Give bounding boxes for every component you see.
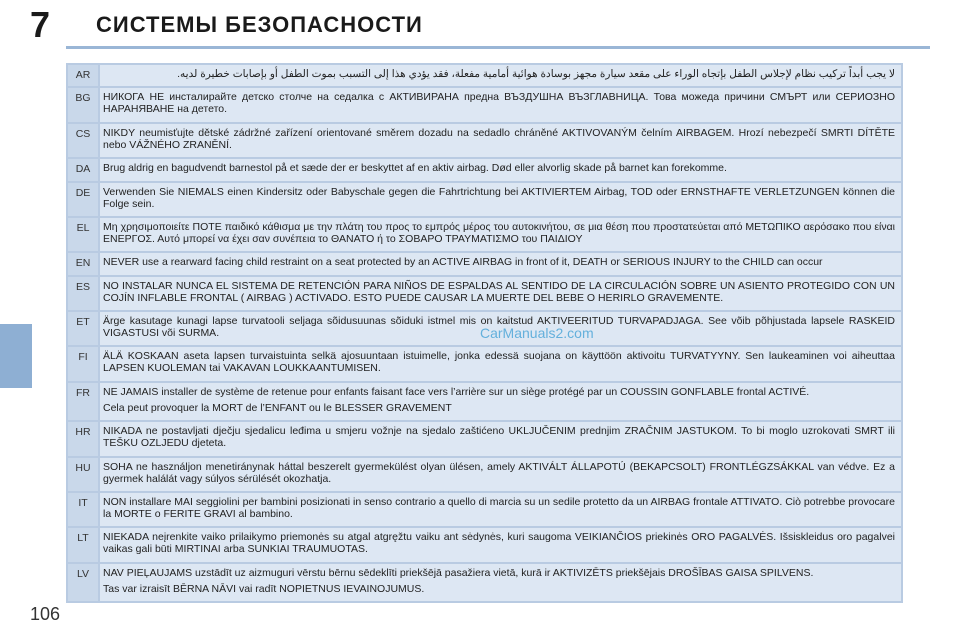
- warning-row-fr: [68, 383, 901, 420]
- language-code: FR: [68, 383, 98, 420]
- warning-text: لا يجب أبداً تركيب نظام لإجلاس الطفل بإتجاه الوراء على مقعد سيارة مجهز بوسادة هوائية أمامية مفعلة، فقد يؤدي هذا إلى التسبب بموت الطفل أو بإصابات خطيرة لديه.: [100, 65, 901, 86]
- warning-text: НИКОГА НЕ инсталирайте детско столче на седалка с АКТИВИРАНА предна ВЪЗДУШНА ВЪЗГЛАВНИЦА. Това можеда причини СМЪРТ или СЕРИОЗНО НАРАНЯВАНЕ на детето.: [100, 88, 901, 121]
- warning-row-hr: [68, 422, 901, 455]
- language-code: HU: [68, 458, 98, 491]
- chapter-title: СИСТЕМЫ БЕЗОПАСНОСТИ: [96, 12, 423, 37]
- language-code: LV: [68, 564, 98, 601]
- language-code: LT: [68, 528, 98, 561]
- language-code: FI: [68, 347, 98, 380]
- language-code: IT: [68, 493, 98, 526]
- warning-text: NON installare MAI seggiolini per bambini posizionati in senso contrario a quello di marcia su un sedile protetto da un AIRBAG frontale ATTIVATO. Ciò potrebbe provocare la MORTE o FERITE GRAVI al bambino.: [100, 493, 901, 526]
- warning-text: Μη χρησιμοποιείτε ΠΟΤΕ παιδικό κάθισμα με την πλάτη του προς το εμπρός μέρος του αυτοκινήτου, σε μια θέση που προστατεύεται από ΜΕΤΩΠΙΚΟ αερόσακο που είναι ΕΝΕΡΓΟΣ. Αυτό μπορεί να έχει σαν συνέπεια το ΘΑΝΑΤΟ ή το ΣΟΒΑΡΟ ΤΡΑΥΜΑΤΙΣΜΟ του ΠΑΙΔΙΟΥ: [100, 218, 901, 251]
- warning-text-line2: Cela peut provoquer la MORT de l’ENFANT ou le BLESSER GRAVEMENT: [103, 401, 452, 414]
- warning-text: NIEKADA neįrenkite vaiko prilaikymo priemonės su atgal atgręžtu vaiku ant sėdynės, kuri saugoma VEIKIANČIOS priekinės ORO PAGALVĖS. Išsiskleidus oro pagalvei vaikas gali būti MIRTINAI arba SUNKIAI TRAUMUOTAS.: [100, 528, 901, 561]
- chapter-side-tab: [0, 324, 32, 388]
- warning-row-lv: [68, 564, 901, 601]
- warning-text-line2: Tas var izraisīt BĒRNA NĀVI vai radīt NOPIETNUS IEVAINOJUMUS.: [103, 582, 425, 595]
- page-number: 106: [30, 604, 61, 624]
- warning-text: NIKADA ne postavljati dječju sjedalicu leđima u smjeru vožnje na sjedalo zaštićeno UKLJUČENIM prednjim ZRAČNIM JASTUKOM. To bi moglo uzrokovati SMRT ili TEŠKU OZLJEDU djeteta.: [100, 422, 901, 455]
- language-code: AR: [68, 65, 98, 86]
- language-code: DA: [68, 159, 98, 180]
- warning-row-en: [68, 253, 901, 274]
- warning-row-fi: [68, 347, 901, 380]
- language-code: CS: [68, 124, 98, 157]
- warning-text: [100, 383, 901, 420]
- language-code: BG: [68, 88, 98, 121]
- header-rule: [66, 46, 930, 49]
- warning-row-da: [68, 159, 901, 180]
- chapter-number: 7: [30, 4, 51, 45]
- warning-row-cs: [68, 124, 901, 157]
- language-code: DE: [68, 183, 98, 216]
- warning-row-el: [68, 218, 901, 251]
- language-code: HR: [68, 422, 98, 455]
- warning-row-de: [68, 183, 901, 216]
- warning-text: NO INSTALAR NUNCA EL SISTEMA DE RETENCIÓN PARA NIÑOS DE ESPALDAS AL SENTIDO DE LA CIRCULACIÓN SOBRE UN ASIENTO PROTEGIDO CON UN COJÍN INFLABLE FRONTAL ( AIRBAG ) ACTIVADO. ESTO PUEDE CAUSAR LA MUERTE DEL BEBE O HERIRLO GRAVEMENTE.: [100, 277, 901, 310]
- warning-text: Ärge kasutage kunagi lapse turvatooli seljaga sõidusuunas sõiduki istmel mis on kaitstud AKTIVEERITUD TURVAPADJAGA. See võib põhjustada lapsele RASKEID VIGASTUSI või SURMA.: [100, 312, 901, 345]
- warning-text: NIKDY neumisťujte dětské zádržné zařízení orientované směrem dozadu na sedadlo chráněné AKTIVOVANÝM čelním AIRBAGEM. Hrozí nebezpečí SMRTI DÍTĚTE nebo VÁŽNÉHO ZRANĚNÍ.: [100, 124, 901, 157]
- warning-text: [100, 564, 901, 601]
- warning-text: ÄLÄ KOSKAAN aseta lapsen turvaistuinta selkä ajosuuntaan istuimelle, jonka edessä suojana on käyttöön aktivoitu TURVATYYNY. Sen laukeaminen voi aiheuttaa LAPSEN KUOLEMAN tai VAKAVAN LOUKKAANTUMISEN.: [100, 347, 901, 380]
- warning-row-bg: [68, 88, 901, 121]
- language-code: ET: [68, 312, 98, 345]
- warning-row-ar: [68, 65, 901, 86]
- warning-text: Verwenden Sie NIEMALS einen Kindersitz oder Babyschale gegen die Fahrtrichtung bei AKTIVIERTEM Airbag, TOD oder ERNSTHAFTE VERLETZUNGEN können die Folge sein.: [100, 183, 901, 216]
- warning-row-es: [68, 277, 901, 310]
- watermark: CarManuals2.com: [480, 325, 594, 341]
- warning-row-it: [68, 493, 901, 526]
- warning-row-hu: [68, 458, 901, 491]
- language-code: ES: [68, 277, 98, 310]
- language-code: EN: [68, 253, 98, 274]
- warning-text: SOHA ne használjon menetiránynak háttal beszerelt gyermekülést olyan ülésen, amely AKTIVÁLT ÁLLAPOTÚ (BEKAPCSOLT) FRONTLÉGZSÁKKAL van védve. Ez a gyermek halálát vagy súlyos sérülését okozhatja.: [100, 458, 901, 491]
- language-code: EL: [68, 218, 98, 251]
- warning-text: Brug aldrig en bagudvendt barnestol på et sæde der er beskyttet af en aktiv airbag. Død eller alvorlig skade på barnet kan forekomme.: [100, 159, 901, 180]
- warning-text-line1: NE JAMAIS installer de système de retenue pour enfants faisant face vers l’arrière sur un siège protégé par un COUSSIN GONFLABLE frontal ACTIVÉ.: [103, 385, 810, 398]
- warning-row-lt: [68, 528, 901, 561]
- warning-text: NEVER use a rearward facing child restraint on a seat protected by an ACTIVE AIRBAG in front of it, DEATH or SERIOUS INJURY to the CHILD can occur: [100, 253, 901, 274]
- warning-text-line1: NAV PIEĻAUJAMS uzstādīt uz aizmuguri vērstu bērnu sēdeklīti priekšējā pasažiera vietā, kurā ir AKTIVIZĒTS priekšējais DROŠĪBAS GAISA SPILVENS.: [103, 566, 814, 579]
